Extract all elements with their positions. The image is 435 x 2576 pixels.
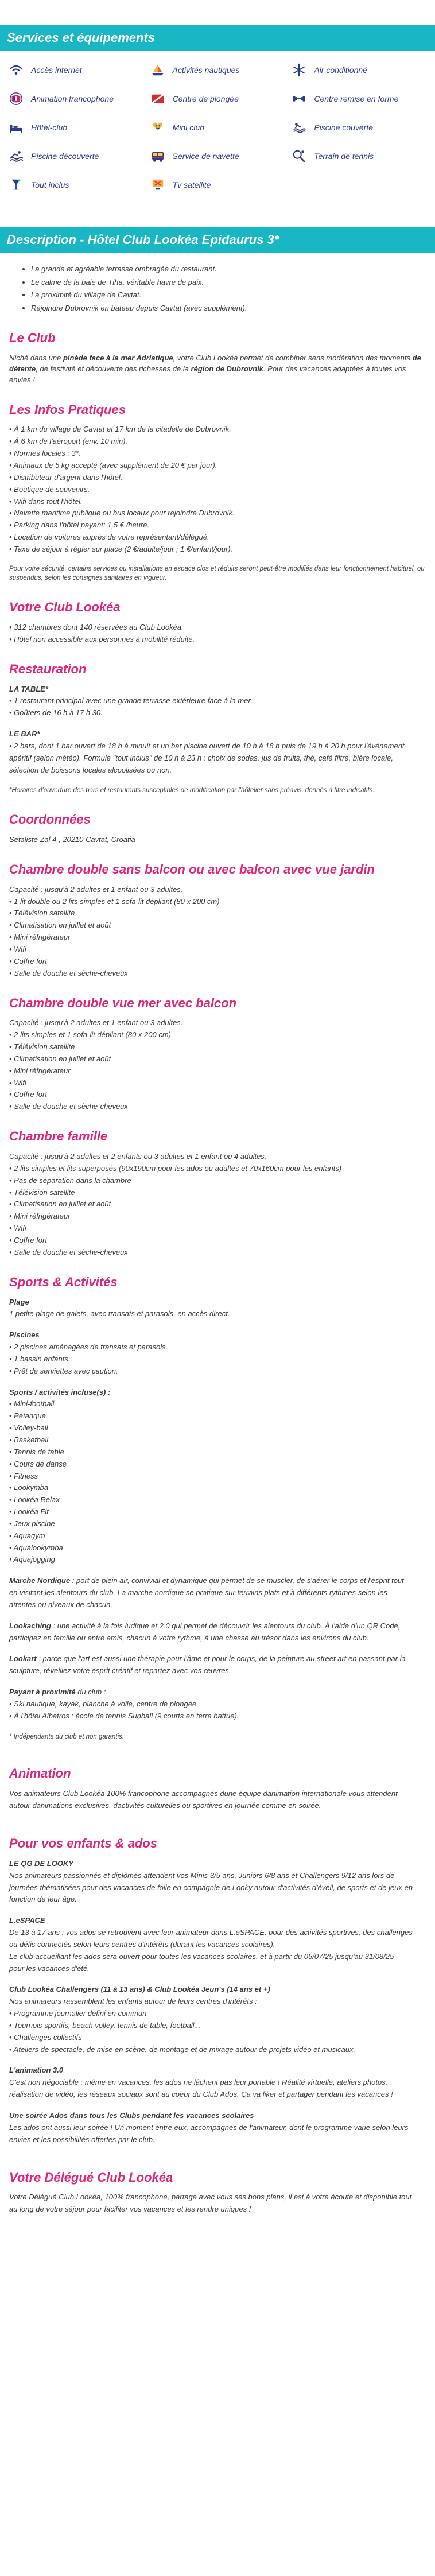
fitness-center-icon [291,91,307,107]
list-item: • Mini réfrigérateur [9,1212,71,1221]
looky-label: LE QG DE LOOKY [9,1859,73,1868]
looky-text: fonction de leur âge. [9,1895,77,1904]
room-capacity: Capacité : jusqu'à 2 adultes et 1 enfant ou 3 adultes. [9,884,183,894]
service-item [150,119,286,135]
list-item: • Normes locales : 3*. [9,449,81,458]
anim30-text: C'est non négociable : même en vacances, les ados ne lâchent pas leur portable ! Réalité virtuelle, ateliers photos, [9,2078,388,2087]
service-item [291,148,427,164]
content [0,253,435,2215]
sports-note: * Indépendants du club et non garantis. [9,1733,125,1740]
list-item: • Tournois sportifs, beach volley, tennis de table, football... [9,2020,201,2030]
looky-text: Nos animateurs passionnés et diplômés attendent vos Minis 3/5 ans, Juniors 6/8 ans et Challengers 9/12 ans lors de [9,1871,395,1880]
service-item [150,62,286,78]
payant-heading [9,1687,426,1698]
list-item: • Salle de douche et sèche-cheveux [9,968,128,977]
hotel-club-icon [8,119,24,135]
list-item: • À 1 km du village de Cavtat et 17 km de la citadelle de Dubrovnik. [9,425,231,434]
room-standard-heading: Chambre double sans balcon ou avec balcon avec vue jardin [9,862,375,876]
service-label: Mini club [172,122,204,132]
list-item: • Wifi [9,944,26,953]
service-label: Piscine couverte [314,122,374,132]
challengers-list [9,2008,426,2055]
list-item: • Télévision satellite [9,909,75,918]
looky-text: journées thématisées pour des vacances de folie en compagnie de Looky autour d'activités d'éveil, de sports et de jeux en [9,1883,413,1892]
restauration-note: *Horaires d'ouverture des bars et restaurants susceptibles de modification par l'hôtelier sans préavis, donnés à titre indicatifs. [9,787,375,794]
mini-club-icon [150,119,166,135]
infos-note-text: Pour votre sécurité, certains services ou installations en espace clos et réduits seront peut-être modifiés dans leur fonctionnement habituel, [9,565,415,572]
list-item: • Basketball [9,1435,49,1444]
list-item: • Télévision satellite [9,1042,75,1052]
club-text: Niché dans une [9,354,61,363]
list-item: • 1 restaurant principal avec une grande terrasse extérieure face à la mer. [9,696,253,705]
shuttle-service-icon [150,148,166,164]
service-label: Service de navette [172,151,239,161]
list-item: • Pas de séparation dans la chambre [9,1176,131,1185]
highlights-list [9,264,426,314]
list-item: • 312 chambres dont 140 réservées au Club Lookéa. [9,622,184,631]
kids-heading: Pour vos enfants & ados [9,1836,157,1850]
list-item: • Navette maritime publique ou bus locaux pour rejoindre Dubrovnik. [9,509,235,518]
list-item: • À l'hôtel Albatros : école de tennis Sunball (9 courts en terre battue). [9,1711,239,1720]
list-item: • À 6 km de l'aéroport (env. 10 min). [9,437,128,446]
lespace-label: L.eSPACE [9,1916,45,1925]
piscines-list [9,1342,426,1377]
delegue-heading: Votre Délégué Club Lookéa [9,2170,173,2185]
service-label: Centre de plongée [172,94,239,103]
anim30-text: réalisation de vidéo, les réseaux sociaux sont au coeur du Club Ados. Ça va liker et partager pendant les vacances ! [9,2090,393,2099]
marche-desc: : port de plein air, convivial et dynamique qui permet de se muscler, de s'aérer le corps et l'esprit tout [70,1576,404,1585]
service-item [8,148,144,164]
room-family-heading: Chambre famille [9,1129,108,1144]
list-item: • Climatisation en juillet et août [9,921,111,930]
marche-text: en visitant les alentours du club. La marche nordique se pratique sur terrains plats et à différents rythmes selon les [9,1588,388,1597]
list-item: • Hôtel non accessible aux personnes à mobilité réduite. [9,634,195,643]
lookart-text: sculpture, réveillez votre esprit créatif et repartez avec vos œuvres. [9,1666,231,1675]
covered-pool-icon [291,119,307,135]
lespace-text: Le club accueillant les ados sera ouvert pour toutes les vacances scolaires, et à partir du 05/07/25 jusqu'au 31/08/25 [9,1952,394,1961]
diving-center-icon [150,91,166,107]
bar-label: LE BAR* [9,730,40,739]
list-item: • Coffre fort [9,956,47,965]
services-grid [0,51,435,204]
service-item [150,91,286,107]
club-heading: Le Club [9,331,56,346]
infos-note-text: ou suspendus, selon les consignes sanitaires en vigueur. [9,565,425,582]
club-text: . Pour des vacances adaptées à toutes vos [263,364,406,373]
service-label: Terrain de tennis [314,151,374,161]
list-item: • Salle de douche et sèche-cheveux [9,1247,128,1256]
anim30-label: L'animation 3.0 [9,2066,64,2075]
nautical-activities-icon [150,62,166,78]
list-item: • Location de voitures auprès de votre représentant/délégué. [9,533,209,542]
list-item: • Aqualookymba [9,1543,63,1552]
room-capacity: Capacité : jusqu'à 2 adultes et 2 enfants ou 3 adultes et 1 enfant ou 4 adultes. [9,1152,267,1161]
table-label: LA TABLE* [9,684,48,693]
delegue-text: Votre Délégué Club Lookéa, 100% francophone, partage avec vous ses bons plans, il est à votre écoute et disponible tout [9,2193,412,2202]
highlight-item: • Rejoindre Dubrovnik en bateau depuis Cavtat (avec supplément). [31,303,426,314]
services-title: Services et équipements [0,25,435,51]
coordonnees-heading: Coordonnées [9,812,91,827]
sports-heading: Sports & Activités [9,1274,118,1289]
list-item: • Prêt de serviettes avec caution. [9,1366,118,1375]
service-label: Hôtel-club [31,122,68,132]
list-item: • Wifi [9,1078,26,1087]
animation-heading: Animation [9,1766,71,1781]
soiree-text: envies et les possibilités offertes par le club. [9,2135,155,2144]
service-item [8,91,144,107]
list-item: • Lookymba [9,1483,49,1492]
service-item [8,62,144,78]
marche-label: Marche Nordique [9,1576,71,1585]
list-item: • Mini-football [9,1399,55,1409]
list-item: • Wifi dans tout l'hôtel. [9,496,83,506]
lookart-label: Lookart [9,1654,37,1663]
description-title: Description - Hôtel Club Lookéa Epidaurus 3* [0,227,435,253]
service-item [150,148,286,164]
outdoor-pool-icon [8,148,24,164]
service-label: Piscine découverte [31,151,99,161]
infos-list [9,424,426,554]
bar-text: apéritif (selon météo). Formule "tout inclus" de 10 h à 23 h : choix de sodas, jus de fruits, thé, café filtre, bière locale, [9,753,393,762]
list-item: • Tennis de table [9,1447,64,1456]
room-capacity: Capacité : jusqu'à 2 adultes et 1 enfant ou 3 adultes. [9,1018,183,1027]
highlight-item: • La proximité du village de Cavtat. [31,290,426,301]
list-item: • Coffre fort [9,1090,47,1099]
service-item [8,119,144,135]
list-item: • Jeux piscine [9,1519,55,1528]
list-item: • 2 piscines aménagées de transats et parasols. [9,1343,168,1352]
list-item: • Challenges collectifs [9,2032,82,2042]
lookaching-text [9,1621,426,1632]
list-item: • Animaux de 5 kg accepté (avec supplément de 20 € par jour). [9,461,218,470]
lespace-text: pour les vacances d'été. [9,1964,90,1973]
club-text: , votre Club Lookéa permet de combiner sens modération des moments [173,354,410,363]
list-item: • Taxe de séjour à régler sur place (2 €/adulte/jour ; 1 €/enfant/jour). [9,544,233,553]
plage-text: 1 petite plage de galets, avec transats et parasols, en accès direct. [9,1309,230,1318]
list-item: • Mini réfrigérateur [9,933,71,942]
challengers-label: Club Lookéa Challengers (11 à 13 ans) & Club Lookéa Jeun's (14 ans et +) [9,1985,270,1994]
list-item: • Climatisation en juillet et août [9,1200,111,1209]
service-label: Activités nautiques [172,65,240,75]
service-item [291,119,427,135]
list-item: • 1 lit double ou 2 lits simples et 1 sofa-lit dépliant (80 x 200 cm) [9,897,220,906]
lookaching-text: participez en famille ou entre amis, chacun à votre rythme, à une chasse au trésor dans les environs du club. [9,1633,369,1642]
list-item: • 2 lits simples et lits superposés (90x190cm pour les ados ou adultes et 70x160cm pour les enfants) [9,1163,342,1173]
animation-text: Vos animateurs Club Lookéa 100% francophone accompagnés dune équipe danimation internationale vous attendent [9,1789,398,1798]
room-amenities [9,1163,426,1258]
club-text-bold: région de Dubrovnik [191,364,263,373]
infos-heading: Les Infos Pratiques [9,402,126,417]
club-text: , de festivité et découverte des richesses de la [36,364,189,373]
satellite-tv-icon [150,177,166,193]
tennis-court-icon [291,148,307,164]
page [0,25,435,2215]
animation-text: autour danimations exclusives, dactivités culturelles ou sportives en journée comme en soirée. [9,1801,321,1810]
room-amenities [9,897,426,979]
list-item: • Télévision satellite [9,1188,75,1197]
service-label: Tv satellite [172,180,211,189]
highlight-item: • La grande et agréable terrasse ombragée du restaurant. [31,264,426,275]
restauration-heading: Restauration [9,661,87,676]
list-item: • Lookéa Fit [9,1507,49,1516]
soiree-text: Les ados ont aussi leur soirée ! Un moment entre eux, accompagnés de l'animateur, dont le programme varie selon leurs [9,2123,409,2132]
all-inclusive-icon [8,177,24,193]
highlight-item: • Le calme de la baie de Tiha, véritable havre de paix. [31,277,426,288]
list-item: • Mini réfrigérateur [9,1066,71,1075]
list-item: • Parking dans l'hôtel payant: 1,5 € /heure. [9,521,150,530]
service-label: Centre remise en forme [314,94,399,103]
list-item: • Lookéa Relax [9,1495,60,1504]
club-text-bold: de détente [9,354,421,373]
lookart-desc: : parce que l'art est aussi une thérapie pour l'âme et pour le corps, de la peinture au street art en passant par la [36,1654,406,1663]
service-label: Accès internet [31,65,82,75]
bar-text: • 2 bars, dont 1 bar ouvert de 18 h à minuit et un bar piscine ouvert de 10 h à 18 h puis de 19 h à 20 h pour l'événement [9,741,405,750]
list-item: • Ateliers de spectacle, de mise en scène, de montage et de mixage autour de projets vidéo et musicaux. [9,2044,356,2054]
list-item: • Volley-ball [9,1423,48,1433]
list-item: • Distributeur d'argent dans l'hôtel. [9,472,123,482]
bar-text: sélection de boissons locales alcoolisées ou non. [9,765,172,774]
list-item: • Boutique de souvenirs. [9,484,90,494]
list-item: • Ski nautique, kayak, planche à voile, centre de plongée. [9,1700,199,1708]
service-item [150,177,286,193]
list-item: • Salle de douche et sèche-cheveux [9,1102,128,1111]
piscines-label: Piscines [9,1330,40,1340]
club-text-bold: pinède face à la mer Adriatique [63,354,173,363]
club-text: envies ! [9,375,35,384]
lookaching-desc: : une activité à la fois ludique et 2.0 qui permet de découvrir les alentours du club. À l'aide d'un QR Code, [51,1621,401,1630]
service-item [8,177,144,193]
snowflake-icon [291,62,307,78]
list-item: • Climatisation en juillet et août [9,1054,111,1063]
address: Setaliste Zal 4 , 20210 Cavtat, Croatia [9,835,135,844]
soiree-label: Une soirée Ados dans tous les Clubs pendant les vacances scolaires [9,2111,254,2120]
room-seaview-heading: Chambre double vue mer avec balcon [9,995,237,1010]
payant-label: Payant à proximité [9,1687,76,1697]
club-description [9,353,426,386]
sports-list [9,1399,426,1565]
francophone-animation-icon [8,91,24,107]
list-item: • Aquajogging [9,1555,55,1564]
list-item: • Goûters de 16 h à 17 h 30. [9,708,103,717]
challengers-intro: Nos animateurs rassemblent les enfants autour de leurs centres d'intérêts : [9,1997,257,2006]
service-label: Tout inclus [31,180,69,189]
sports-included-label: Sports / activités incluse(s) : [9,1387,111,1396]
marche-text [9,1576,426,1586]
service-item [291,62,427,78]
infos-note [9,564,426,583]
lespace-text: De 13 à 17 ans : vos ados se retrouvent avec leur animateur dans L.eSPACE, pour des activités sportives, des challenges [9,1928,413,1937]
list-item: • Aquagym [9,1531,45,1540]
plage-label: Plage [9,1297,29,1306]
room-amenities [9,1030,426,1112]
wifi-icon [8,62,24,78]
list-item: • Wifi [9,1224,26,1233]
list-item: • Petanque [9,1411,46,1421]
lookart-text [9,1654,426,1665]
service-label: Animation francophone [31,94,114,103]
lookaching-label: Lookaching [9,1621,51,1630]
list-item: • Coffre fort [9,1235,47,1244]
list-item: • 1 bassin enfants. [9,1354,71,1363]
lespace-text: ou défis connectés selon leurs centres d'intérêts (durant les vacances scolaires). [9,1939,275,1949]
list-item: • Fitness [9,1471,38,1480]
service-label: Air conditionné [314,65,367,75]
votre-club-heading: Votre Club Lookéa [9,600,121,615]
payant-suffix: du club : [75,1687,106,1697]
list-item: • Cours de danse [9,1459,67,1468]
list-item: • Programme journalier défini en commun [9,2009,147,2018]
list-item: • 2 lits simples et 1 sofa-lit dépliant (80 x 200 cm) [9,1030,172,1039]
marche-text: attentes ou niveaux de chacun. [9,1600,112,1609]
delegue-text: au long de votre séjour pour faciliter vos vacances et les rendre uniques ! [9,2205,251,2214]
service-item [291,91,427,107]
